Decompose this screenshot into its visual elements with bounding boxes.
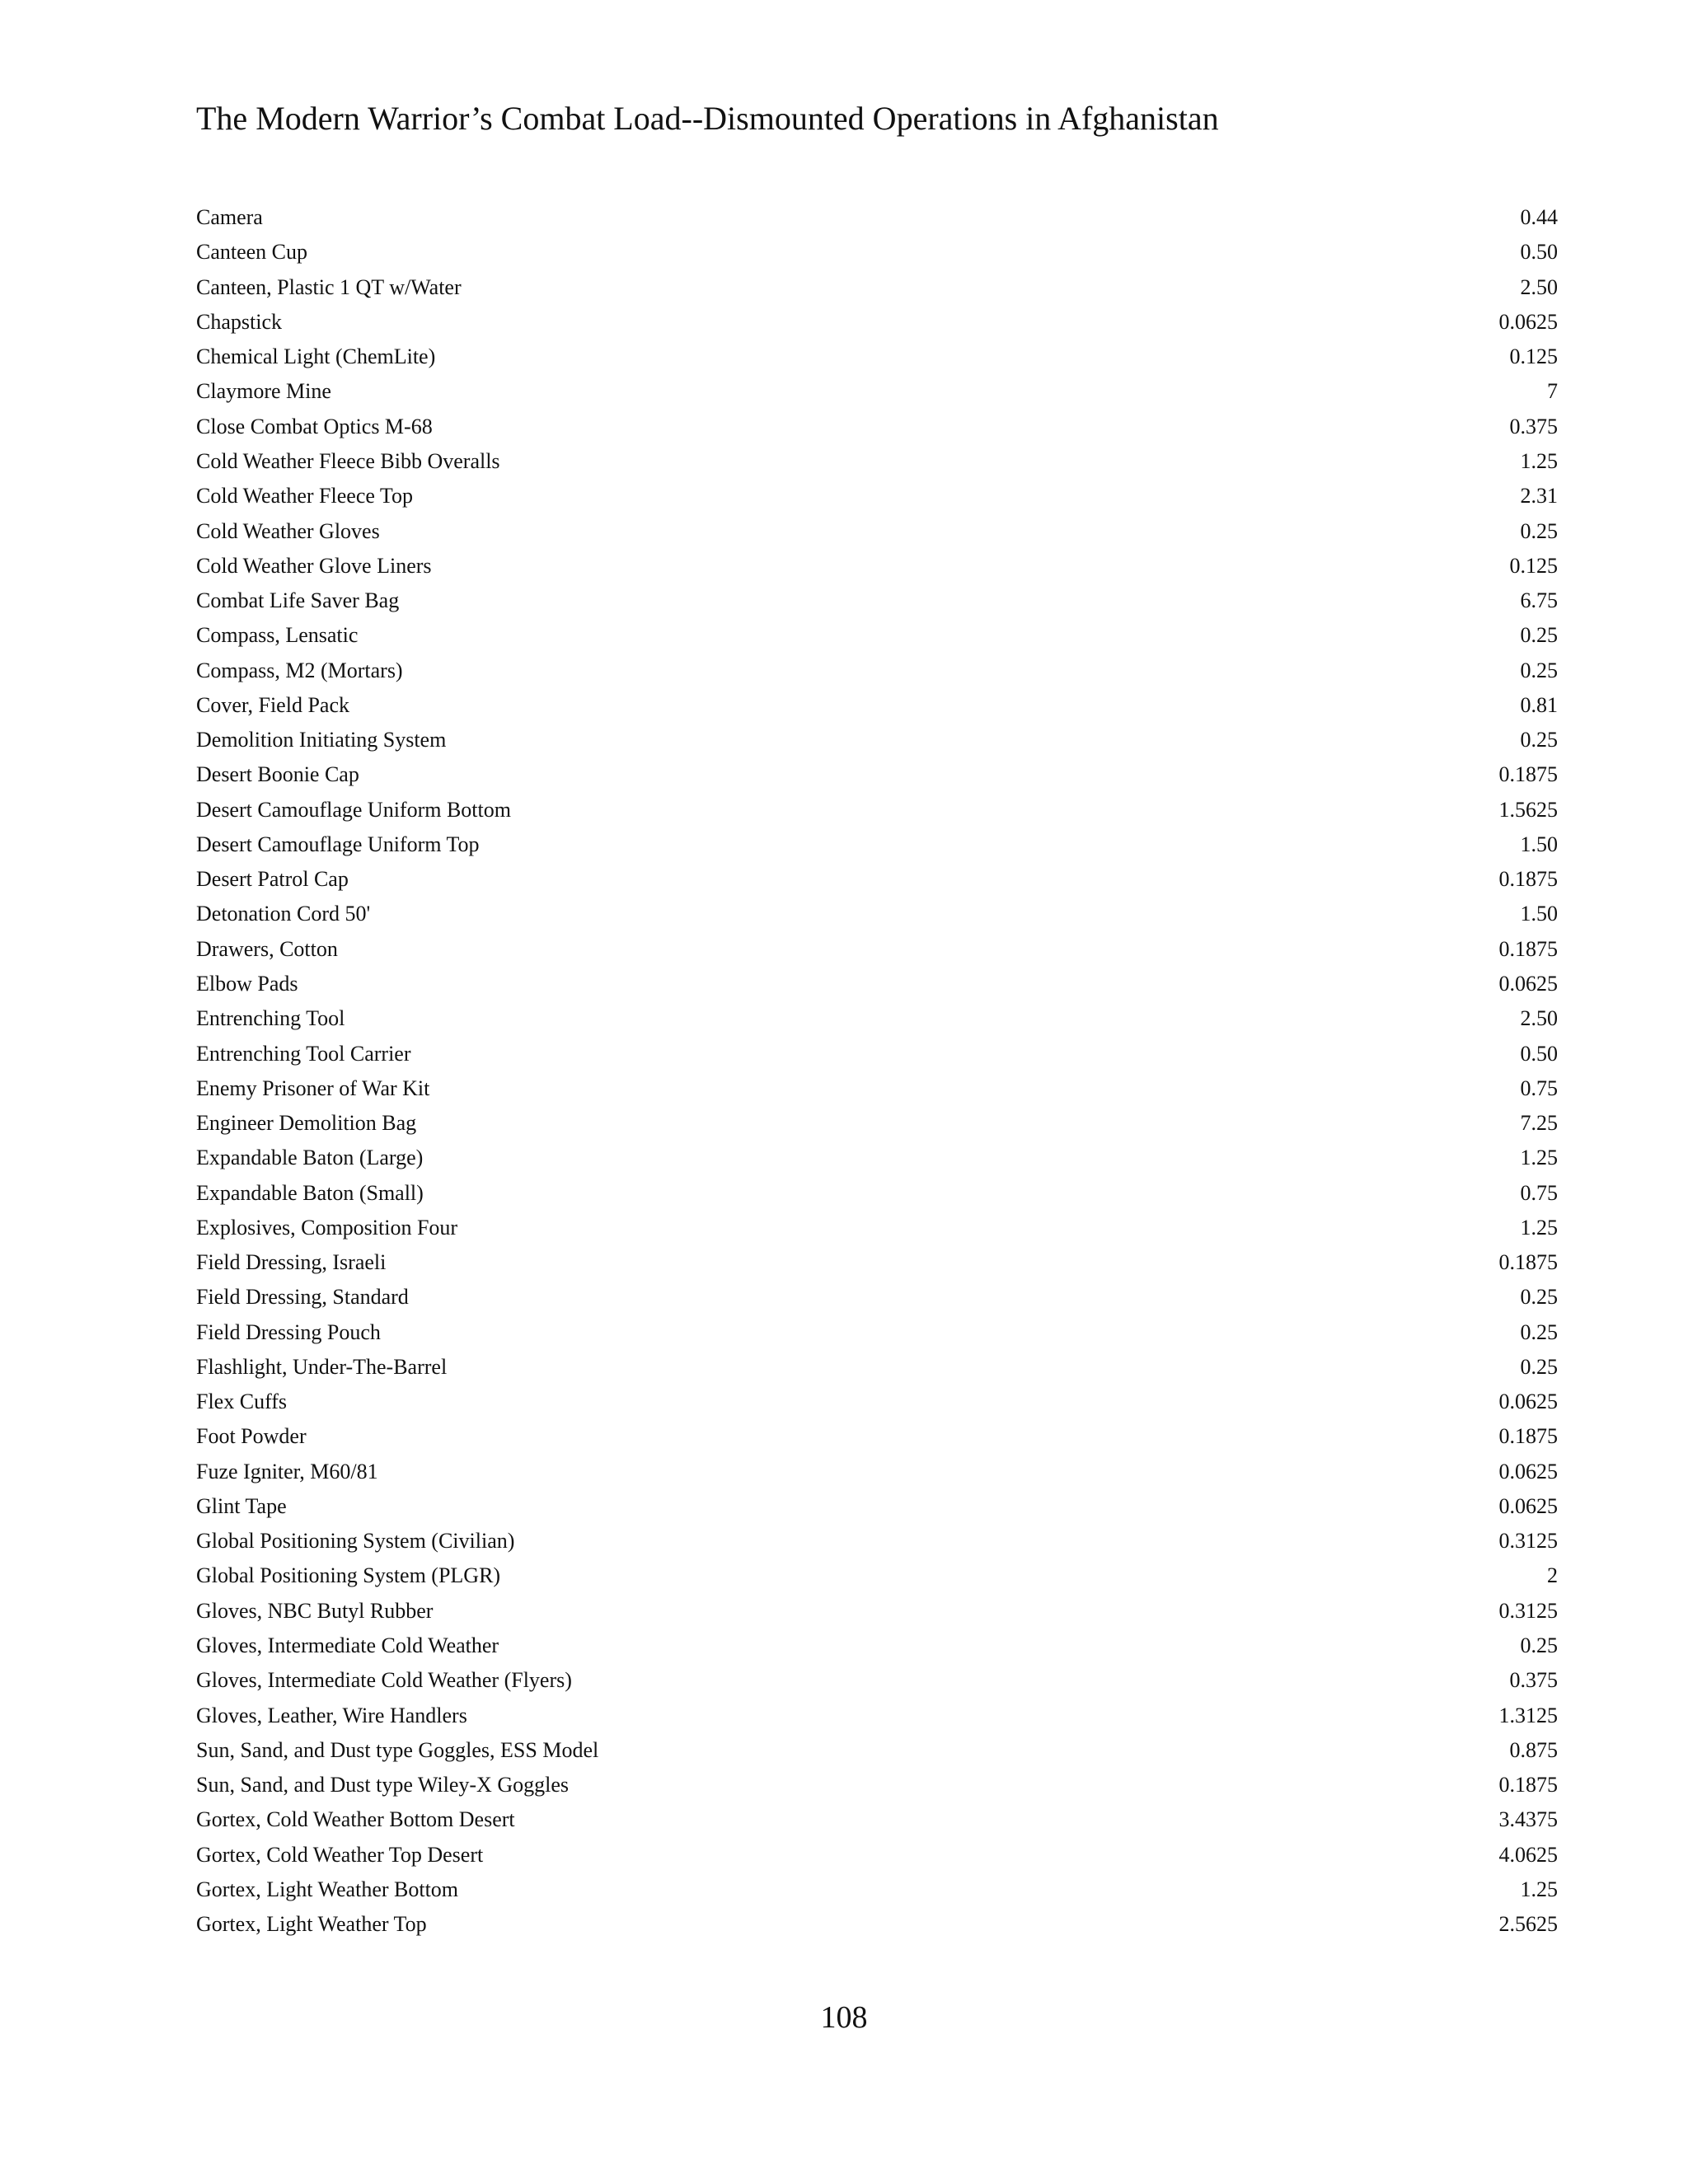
item-name: Field Dressing Pouch — [196, 1319, 381, 1344]
table-row — [196, 1419, 1558, 1454]
item-name: Gloves, NBC Butyl Rubber — [196, 1598, 434, 1623]
item-weight: 0.0625 — [1498, 1459, 1558, 1483]
item-name: Demolition Initiating System — [196, 728, 447, 752]
item-weight: 7.25 — [1520, 1111, 1558, 1136]
item-weight: 7 — [1547, 379, 1558, 404]
item-name: Global Positioning System (Civilian) — [196, 1529, 515, 1554]
table-row — [196, 1594, 1558, 1629]
table-row — [196, 862, 1558, 897]
table-row — [196, 374, 1558, 409]
item-weight: 2 — [1547, 1563, 1558, 1588]
item-name: Gortex, Cold Weather Bottom Desert — [196, 1807, 515, 1832]
table-row — [196, 1071, 1558, 1106]
table-row — [196, 1175, 1558, 1210]
table-row — [196, 1245, 1558, 1280]
table-row — [196, 340, 1558, 374]
item-weight: 0.1875 — [1498, 867, 1558, 892]
item-name: Combat Life Saver Bag — [196, 588, 400, 613]
item-name: Compass, Lensatic — [196, 623, 359, 648]
item-name: Cover, Field Pack — [196, 692, 349, 717]
item-weight: 0.25 — [1520, 658, 1558, 682]
table-row — [196, 1524, 1558, 1558]
table-row — [196, 1907, 1558, 1942]
item-weight: 0.375 — [1509, 414, 1558, 438]
item-weight: 0.0625 — [1498, 309, 1558, 334]
item-name: Cold Weather Fleece Bibb Overalls — [196, 448, 500, 473]
item-name: Fuze Igniter, M60/81 — [196, 1459, 378, 1483]
table-row — [196, 1385, 1558, 1419]
item-name: Flashlight, Under-The-Barrel — [196, 1354, 448, 1379]
table-row — [196, 1489, 1558, 1524]
table-row — [196, 827, 1558, 862]
table-row — [196, 270, 1558, 305]
table-row — [196, 549, 1558, 583]
item-name: Drawers, Cotton — [196, 936, 338, 961]
table-row — [196, 235, 1558, 269]
item-name: Claymore Mine — [196, 379, 331, 404]
item-weight: 0.875 — [1509, 1737, 1558, 1762]
table-row — [196, 932, 1558, 967]
table-row — [196, 479, 1558, 513]
table-row — [196, 583, 1558, 618]
page-title: The Modern Warrior’s Combat Load--Dismounted Operations in Afghanistan — [196, 100, 1219, 137]
item-weight: 0.75 — [1520, 1180, 1558, 1205]
item-name: Gortex, Light Weather Bottom — [196, 1877, 459, 1901]
table-row — [196, 1350, 1558, 1385]
item-weight: 0.25 — [1520, 1319, 1558, 1344]
table-row — [196, 1211, 1558, 1245]
table-row — [196, 200, 1558, 235]
item-weight: 0.1875 — [1498, 1773, 1558, 1797]
item-weight: 4.0625 — [1498, 1842, 1558, 1867]
table-row — [196, 1837, 1558, 1872]
item-name: Entrenching Tool — [196, 1006, 345, 1031]
item-name: Expandable Baton (Small) — [196, 1180, 424, 1205]
item-name: Desert Camouflage Uniform Bottom — [196, 797, 511, 822]
item-weight: 0.1875 — [1498, 1250, 1558, 1275]
item-name: Desert Patrol Cap — [196, 867, 349, 892]
table-row — [196, 653, 1558, 687]
item-name: Sun, Sand, and Dust type Goggles, ESS Model — [196, 1737, 599, 1762]
item-weight: 0.25 — [1520, 1285, 1558, 1310]
table-row — [196, 1280, 1558, 1315]
table-row — [196, 444, 1558, 479]
item-name: Explosives, Composition Four — [196, 1215, 458, 1240]
item-name: Sun, Sand, and Dust type Wiley-X Goggles — [196, 1773, 569, 1797]
item-weight: 0.50 — [1520, 240, 1558, 265]
item-name: Elbow Pads — [196, 971, 298, 996]
item-weight: 0.25 — [1520, 518, 1558, 543]
item-weight: 0.0625 — [1498, 971, 1558, 996]
item-weight: 1.25 — [1520, 1146, 1558, 1170]
item-weight: 1.50 — [1520, 902, 1558, 926]
item-weight: 0.1875 — [1498, 1424, 1558, 1449]
item-name: Cold Weather Fleece Top — [196, 484, 413, 509]
item-weight: 1.50 — [1520, 832, 1558, 856]
item-weight: 1.25 — [1520, 1877, 1558, 1901]
item-name: Field Dressing, Israeli — [196, 1250, 387, 1275]
item-name: Entrenching Tool Carrier — [196, 1041, 411, 1066]
item-name: Cold Weather Glove Liners — [196, 553, 432, 578]
item-weight: 0.25 — [1520, 1633, 1558, 1658]
item-weight: 0.25 — [1520, 623, 1558, 648]
item-weight: 0.0625 — [1498, 1493, 1558, 1518]
item-name: Engineer Demolition Bag — [196, 1111, 417, 1136]
item-weight: 1.3125 — [1498, 1703, 1558, 1727]
table-row — [196, 793, 1558, 827]
item-weight: 0.125 — [1509, 344, 1558, 369]
table-row — [196, 897, 1558, 931]
table-row — [196, 618, 1558, 653]
table-row — [196, 1141, 1558, 1175]
item-weight: 3.4375 — [1498, 1807, 1558, 1832]
table-row — [196, 1629, 1558, 1663]
item-weight: 0.3125 — [1498, 1598, 1558, 1623]
item-name: Global Positioning System (PLGR) — [196, 1563, 501, 1588]
item-name: Enemy Prisoner of War Kit — [196, 1076, 430, 1100]
table-row — [196, 967, 1558, 1001]
item-name: Chapstick — [196, 309, 282, 334]
table-row — [196, 1106, 1558, 1141]
table-row — [196, 688, 1558, 723]
item-name: Field Dressing, Standard — [196, 1285, 409, 1310]
item-name: Gloves, Intermediate Cold Weather (Flyers) — [196, 1668, 572, 1693]
table-row — [196, 1001, 1558, 1036]
table-row — [196, 1558, 1558, 1593]
item-weight: 0.75 — [1520, 1076, 1558, 1100]
item-weight: 0.50 — [1520, 1041, 1558, 1066]
item-name: Canteen Cup — [196, 240, 308, 265]
table-row — [196, 757, 1558, 792]
item-name: Gortex, Light Weather Top — [196, 1912, 427, 1937]
item-name: Desert Camouflage Uniform Top — [196, 832, 480, 856]
item-weight: 2.5625 — [1498, 1912, 1558, 1937]
item-weight: 0.1875 — [1498, 762, 1558, 787]
equipment-weight-list — [196, 200, 1558, 1942]
item-weight: 0.375 — [1509, 1668, 1558, 1693]
item-name: Detonation Cord 50' — [196, 902, 371, 926]
item-name: Glint Tape — [196, 1493, 287, 1518]
item-weight: 1.5625 — [1498, 797, 1558, 822]
table-row — [196, 410, 1558, 444]
item-name: Flex Cuffs — [196, 1390, 288, 1414]
table-row — [196, 1036, 1558, 1071]
item-name: Cold Weather Gloves — [196, 518, 380, 543]
item-weight: 6.75 — [1520, 588, 1558, 613]
item-name: Gloves, Leather, Wire Handlers — [196, 1703, 467, 1727]
table-row — [196, 1455, 1558, 1489]
table-row — [196, 1802, 1558, 1837]
table-row — [196, 513, 1558, 548]
item-name: Chemical Light (ChemLite) — [196, 344, 436, 369]
table-row — [196, 1698, 1558, 1732]
item-weight: 0.25 — [1520, 728, 1558, 752]
item-weight: 0.125 — [1509, 553, 1558, 578]
table-row — [196, 1315, 1558, 1350]
item-name: Close Combat Optics M-68 — [196, 414, 433, 438]
item-name: Camera — [196, 205, 263, 230]
item-weight: 0.25 — [1520, 1354, 1558, 1379]
table-row — [196, 723, 1558, 757]
item-name: Gloves, Intermediate Cold Weather — [196, 1633, 499, 1658]
item-weight: 0.81 — [1520, 692, 1558, 717]
item-weight: 2.50 — [1520, 1006, 1558, 1031]
table-row — [196, 1733, 1558, 1768]
table-row — [196, 1872, 1558, 1907]
item-weight: 1.25 — [1520, 1215, 1558, 1240]
item-weight: 0.3125 — [1498, 1529, 1558, 1554]
item-weight: 2.50 — [1520, 274, 1558, 299]
table-row — [196, 1663, 1558, 1698]
item-name: Canteen, Plastic 1 QT w/Water — [196, 274, 462, 299]
item-name: Gortex, Cold Weather Top Desert — [196, 1842, 484, 1867]
item-weight: 1.25 — [1520, 448, 1558, 473]
item-weight: 0.1875 — [1498, 936, 1558, 961]
table-row — [196, 1768, 1558, 1802]
item-weight: 2.31 — [1520, 484, 1558, 509]
table-row — [196, 305, 1558, 340]
item-weight: 0.0625 — [1498, 1390, 1558, 1414]
item-weight: 0.44 — [1520, 205, 1558, 230]
item-name: Compass, M2 (Mortars) — [196, 658, 403, 682]
page-number: 108 — [820, 2000, 868, 2035]
item-name: Foot Powder — [196, 1424, 307, 1449]
item-name: Desert Boonie Cap — [196, 762, 359, 787]
item-name: Expandable Baton (Large) — [196, 1146, 424, 1170]
